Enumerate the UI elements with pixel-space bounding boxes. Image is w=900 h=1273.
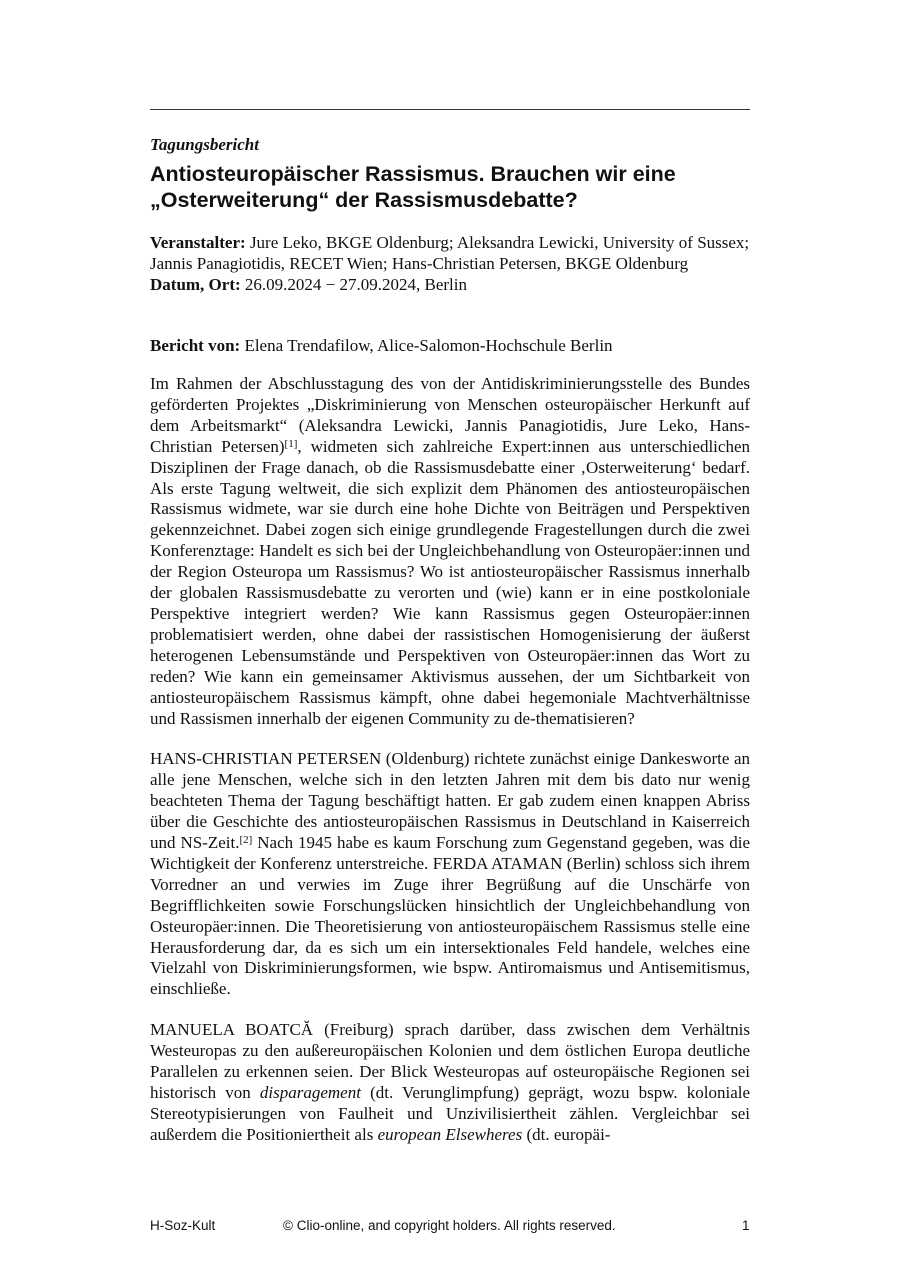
document-kicker: Tagungsbericht (150, 135, 259, 154)
organizer-value: Jure Leko, BKGE Oldenburg; Aleksandra Lewicki, University of Sussex; Jannis Panagiotidis, RECET Wien; Hans-Christian Petersen, BKGE Oldenburg (150, 233, 750, 273)
paragraph-text: HANS-CHRISTIAN PETERSEN (Oldenburg) richtete zunächst einige Dankesworte an alle jene Menschen, welche sich in den letzten Jahren mit dem bis dato nur wenig beachteten Thema der Tagung beschäftigt hatten. Er gab zudem einen knappen Abriss über die Geschichte des antiosteuropäischen Rassismus in Deutschland in Kaiserreich und NS-Zeit. (150, 749, 750, 853)
paragraph-text: Nach 1945 habe es kaum Forschung zum Gegenstand gegeben, was die Wichtigkeit der Konferenz unterstreiche. FERDA ATAMAN (Berlin) schloss sich ihrem Vorredner an und verwies im Zuge ihrer Begrüßung auf die Unschärfe von Begrifflichkeiten sowie Forschungslücken hinsichtlich der Ungleichbehandlung von Osteuropäer:innen. Die Theoretisierung von antiosteuropäischem Rassismus stelle eine Herausforderung dar, da es sich um ein intersektionales Feld handele, welches eine Vielzahl von Diskriminierungsformen, wie bspw. Antiromaismus und Antisemitismus, einschließe. (150, 833, 750, 999)
paragraph-text: MANUELA BOATCĂ (Freiburg) sprach darüber, dass zwischen dem Verhältnis Westeuropas zu den außereuropäischen Kolonien und dem östlichen Europa deutliche Parallelen zu erkennen seien. Der Blick Westeuropas auf osteuropäische Regionen sei historisch von (150, 1020, 750, 1102)
paragraph-boatca (150, 1020, 750, 1145)
organizer-label: Veranstalter: (150, 233, 246, 252)
emphasis-term: disparagement (259, 1083, 361, 1102)
emphasis-term: european Elsewheres (377, 1124, 523, 1144)
paragraph-intro (150, 374, 750, 729)
report-byline (150, 335, 750, 356)
date-label: Datum, Ort: (150, 275, 241, 294)
report-author: Elena Trendafilow, Alice-Salomon-Hochschule Berlin (244, 336, 613, 355)
header-rule (150, 109, 750, 110)
footer-copyright: © Clio-online, and copyright holders. All rights reserved. (283, 1218, 616, 1233)
page-title (150, 161, 750, 213)
event-metadata (150, 232, 750, 295)
title-line-1: Antiosteuropäischer Rassismus. Brauchen wir eine (150, 162, 676, 186)
paragraph-text: , widmeten sich zahlreiche Expert:innen aus unterschiedlichen Disziplinen der Frage danach, ob die Rassismusdebatte einer ‚Osterweiterung‘ bedarf. Als erste Tagung weltweit, die sich explizit dem Phänomen des antiosteuropäischen Rassismus widmete, war sie durch eine hohe Dichte von Beiträgen und Perspektiven gekennzeichnet. Dabei zogen sich einige grundlegende Fragestellungen durch die zwei Konferenztage: Handelt es sich bei der Ungleichbehandlung von Osteuropäer:innen und der Region Osteuropa um Rassismus? Wo ist antiosteuropäischer Rassismus innerhalb der globalen Rassismusdebatte zu verorten und (wie) kann er in eine postkoloniale Perspektive integriert werden? Wie kann Rassismus gegen Osteuropäer:innen problematisiert werden, ohne dabei der rassistischen Homogenisierung der äußerst heterogenen Lebensumstände und Perspektiven von Osteuropäer:innen das Wort zu reden? Wie kann ein gemeinsamer Aktivismus aussehen, der um Sichtbarkeit von antiosteuropäischem Rassismus kämpft, ohne dabei hegemoniale Machtverhältnisse und Rassismen innerhalb der eigenen Community zu de-thematisieren? (150, 436, 750, 728)
article-body (150, 374, 750, 1166)
paragraph-text: (dt. europäi- (522, 1124, 611, 1144)
paragraph-petersen (150, 749, 750, 1000)
title-line-2: „Osterweiterung“ der Rassismusdebatte? (150, 188, 578, 212)
footer-page-number: 1 (742, 1218, 750, 1233)
paragraph-text: Im Rahmen der Abschlusstagung des von der Antidiskriminierungsstelle des Bundes geförderten Projektes „Diskriminierung von Menschen osteuropäischer Herkunft auf dem Arbeitsmarkt“ (Aleksandra Lewicki, Jannis Panagiotidis, Jure Leko, Hans-Christian Petersen) (150, 374, 750, 456)
footer-publisher: H-Soz-Kult (150, 1218, 216, 1233)
footnote-ref-1[interactable]: [1] (284, 437, 298, 450)
date-value: 26.09.2024 − 27.09.2024, Berlin (244, 275, 467, 294)
paragraph-text: (dt. Verunglimpfung) geprägt, wozu bspw. koloniale Stereotypisierungen von Faulheit und Unzivilisiertheit zählen. Vergleichbar sei außerdem die Positioniertheit als (150, 1083, 751, 1144)
footnote-ref-2[interactable]: [2] (239, 834, 253, 847)
report-label: Bericht von: (150, 336, 241, 355)
